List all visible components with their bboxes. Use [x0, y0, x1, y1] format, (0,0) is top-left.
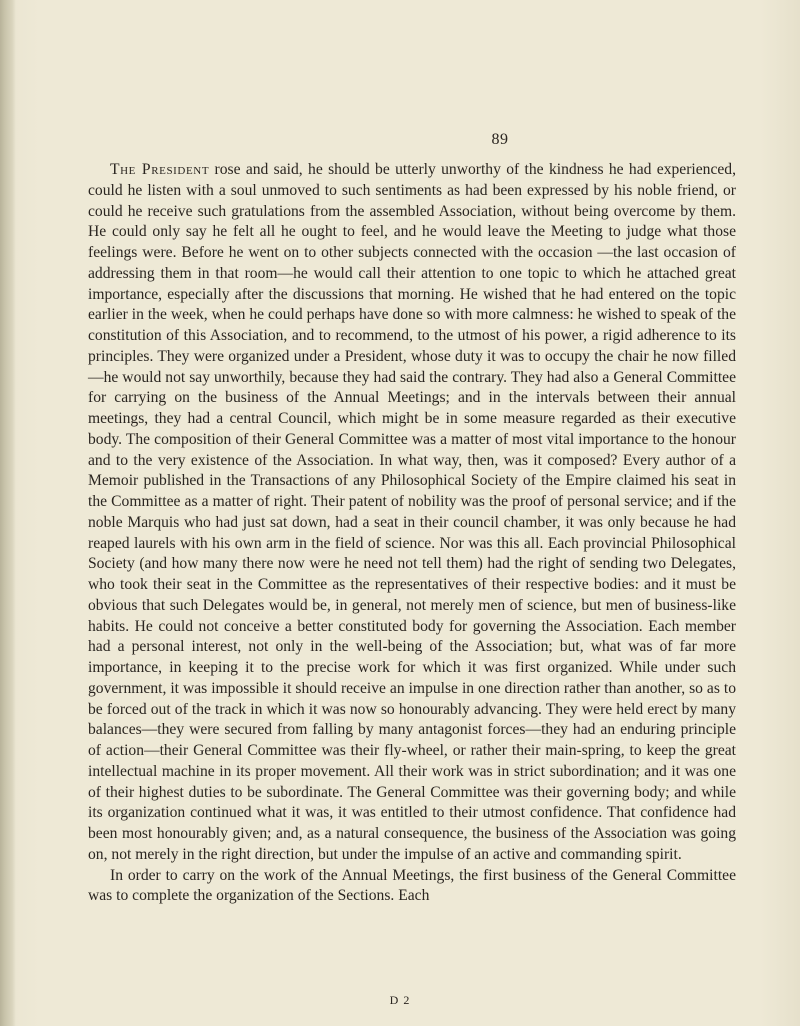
paragraph: In order to carry on the work of the Annual Meetings, the first business of the General Committee was to complete the organization of the Sections. Each: [88, 866, 736, 905]
page-number-text: 89: [491, 131, 509, 148]
binding-gutter: [0, 0, 16, 1026]
signature-mark: D 2: [389, 993, 411, 1007]
page-number: [0, 131, 800, 149]
body-text: [88, 160, 736, 907]
paragraph: [88, 160, 736, 866]
speaker-name: The President: [110, 161, 210, 178]
paragraph-text: rose and said, he should be utterly unworthy of the kindness he had experienced, could he listen with a soul unmoved to such sentiments as had been expressed by his noble friend, or could he receive such gratulations from the assembled Association, without being overcome by them. He could only say he felt all he ought to feel, and he would leave the Meeting to judge what those feelings were. Before he went on to other subjects connected with the occasion —the last occasion of addressing them in that room—he would call their attention to one topic to which he attached great importance, especially after the discussions that morning. He wished that he had entered on the topic earlier in the week, when he could perhaps have done so with more calmness: he wished to speak of the constitution of this Association, and to recommend, to the utmost of his power, a rigid adherence to its principles. They were organized under a President, whose duty it was to occupy the chair he now filled—he would not say unworthily, because they had said the contrary. They had also a General Committee for carrying on the business of the Annual Meetings; and in the intervals between their annual meetings, they had a central Council, which might be in some measure regarded as their executive body. The composition of their General Committee was a matter of most vital importance to the honour and to the very existence of the Association. In what way, then, was it composed? Every author of a Memoir published in the Transactions of any Philosophical Society of the Empire claimed his seat in the Committee as a matter of right. Their patent of nobility was the proof of personal service; and if the noble Marquis who had just sat down, had a seat in their council chamber, it was only because he had reaped laurels with his own arm in the field of science. Nor was this all. Each provincial Philosophical Society (and how many there now were he need not tell them) had the right of sending two Delegates, who took their seat in the Committee as the representatives of their respective bodies: and it must be obvious that such Delegates would be, in general, not merely men of science, but men of business-like habits. He could not conceive a better constituted body for governing the Association. Each member had a personal interest, not only in the well-being of the Association; but, what was of far more importance, in keeping it to the precise work for which it was first organized. While under such government, it was impossible it should receive an impulse in one direction rather than another, so as to be forced out of the track in which it was now so honourably advancing. They were held erect by many balances—they were secured from falling by many antagonist forces—they had an enduring principle of action—their General Committee was their fly-wheel, or rather their main-spring, to keep the great intellectual machine in its proper movement. All their work was in strict subordination; and it was one of their highest duties to be subordinate. The General Committee was their governing body; and while its organization continued what it was, it was entitled to their utmost confidence. That confidence had been most honourably given; and, as a natural consequence, the business of the Association was going on, not merely in the right direction, but under the impulse of an active and commanding spirit.: [88, 161, 736, 863]
